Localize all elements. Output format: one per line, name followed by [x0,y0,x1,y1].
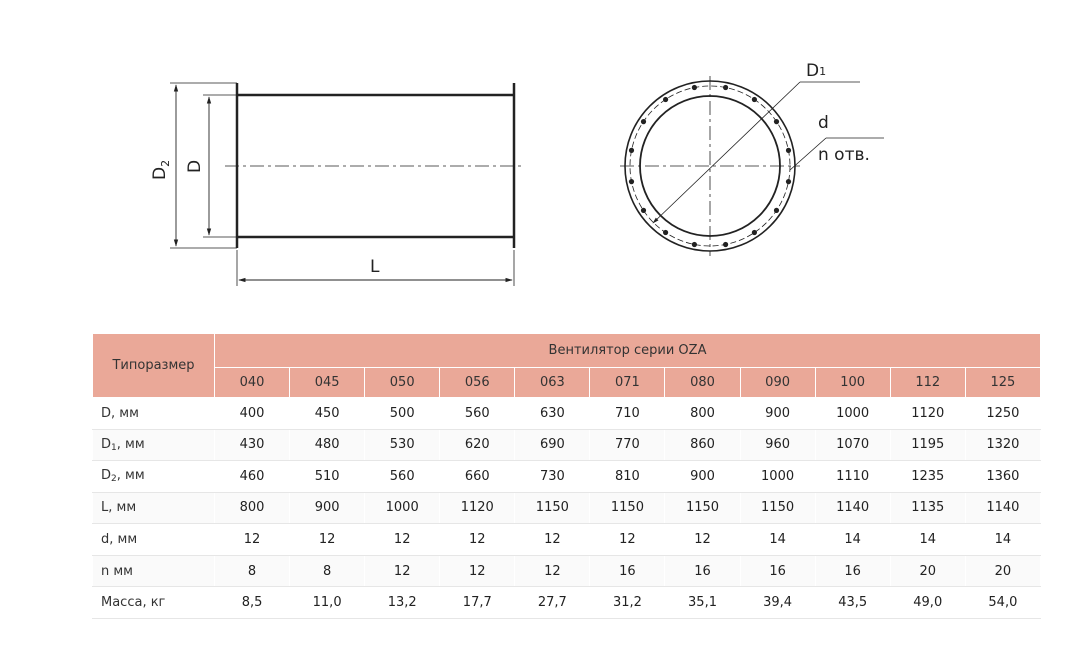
bolt-hole [641,208,646,213]
label-D1: D1 [806,61,827,81]
table-cell: 900 [290,492,365,524]
table-cell: 450 [290,398,365,430]
row-label: L, мм [93,492,215,524]
table-cell: 12 [365,524,440,556]
row-label: Масса, кг [93,587,215,619]
table-cell: 1320 [965,429,1040,461]
bolt-hole [723,85,728,90]
row-label: d, мм [93,524,215,556]
table-cell: 660 [440,461,515,493]
table-cell: 54,0 [965,587,1040,619]
table-cell: 1150 [515,492,590,524]
size-cell: 063 [515,368,590,398]
table-cell: 16 [590,555,665,587]
table-cell: 1140 [965,492,1040,524]
table-cell: 12 [590,524,665,556]
table-cell: 16 [815,555,890,587]
table-cell: 1000 [740,461,815,493]
row-label: D, мм [93,398,215,430]
table-cell: 630 [515,398,590,430]
bolt-hole [774,119,779,124]
table-cell: 960 [740,429,815,461]
table-cell: 770 [590,429,665,461]
table-cell: 1140 [815,492,890,524]
table-cell: 1120 [890,398,965,430]
size-cell: 040 [215,368,290,398]
table-cell: 35,1 [665,587,740,619]
table-cell: 1250 [965,398,1040,430]
front-view [620,76,884,256]
table-cell: 560 [440,398,515,430]
table-cell: 49,0 [890,587,965,619]
size-cell: 112 [890,368,965,398]
table-cell: 12 [665,524,740,556]
table-cell: 560 [365,461,440,493]
size-cell: 080 [665,368,740,398]
table-cell: 1110 [815,461,890,493]
table-row [93,555,1041,587]
table-cell: 1235 [890,461,965,493]
size-cell: 050 [365,368,440,398]
table-row [93,461,1041,493]
table-cell: 510 [290,461,365,493]
table-cell: 12 [215,524,290,556]
table-cell: 11,0 [290,587,365,619]
table-cell: 800 [665,398,740,430]
table-cell: 8,5 [215,587,290,619]
table-cell: 400 [215,398,290,430]
table-cell: 8 [290,555,365,587]
size-cell: 045 [290,368,365,398]
table-cell: 8 [215,555,290,587]
table-cell: 730 [515,461,590,493]
bolt-hole [663,230,668,235]
size-cell: 056 [440,368,515,398]
table-cell: 1150 [740,492,815,524]
bolt-hole [629,148,634,153]
table-cell: 900 [665,461,740,493]
row-label: $D_2$, мм [93,461,215,493]
table-cell: 31,2 [590,587,665,619]
label-D2: $D_2$ [150,159,172,180]
label-n-holes: n отв. [818,145,870,165]
size-cell: 090 [740,368,815,398]
table-cell: 12 [515,555,590,587]
table-cell: 27,7 [515,587,590,619]
bolt-hole [692,242,697,247]
size-header: Типоразмер [93,334,215,398]
label-d: d [818,113,829,133]
label-L: L [370,257,380,277]
table-cell: 620 [440,429,515,461]
row-label: n мм [93,555,215,587]
table-cell: 13,2 [365,587,440,619]
table-cell: 810 [590,461,665,493]
table-cell: 17,7 [440,587,515,619]
bolt-hole [641,119,646,124]
table-cell: 14 [740,524,815,556]
table-cell: 12 [365,555,440,587]
row-label: $D_1$, мм [93,429,215,461]
table-cell: 430 [215,429,290,461]
table-cell: 1150 [590,492,665,524]
table-row [93,524,1041,556]
table-cell: 14 [890,524,965,556]
bolt-hole [774,208,779,213]
bolt-hole [786,179,791,184]
size-cell: 071 [590,368,665,398]
table-row [93,587,1041,619]
series-header: Вентилятор серии OZA [215,334,1041,368]
table-cell: 16 [740,555,815,587]
spec-table [92,333,1041,619]
table-cell: 14 [965,524,1040,556]
table-cell: 460 [215,461,290,493]
table-row [93,398,1041,430]
table-row [93,492,1041,524]
table-cell: 43,5 [815,587,890,619]
bolt-hole [692,85,697,90]
table-cell: 1360 [965,461,1040,493]
table-cell: 1000 [815,398,890,430]
bolt-hole [663,97,668,102]
table-cell: 1195 [890,429,965,461]
table-cell: 12 [515,524,590,556]
label-D: D [185,159,205,173]
table-cell: 1000 [365,492,440,524]
table-cell: 1120 [440,492,515,524]
table-cell: 530 [365,429,440,461]
table-cell: 20 [965,555,1040,587]
table-cell: 12 [440,524,515,556]
table-cell: 14 [815,524,890,556]
bolt-hole [786,148,791,153]
table-cell: 860 [665,429,740,461]
table-cell: 1070 [815,429,890,461]
table-cell: 12 [290,524,365,556]
table-cell: 20 [890,555,965,587]
table-cell: 39,4 [740,587,815,619]
table-cell: 1135 [890,492,965,524]
table-cell: 12 [440,555,515,587]
size-cell: 100 [815,368,890,398]
side-view [170,83,525,286]
table-cell: 710 [590,398,665,430]
table-cell: 16 [665,555,740,587]
table-cell: 500 [365,398,440,430]
bolt-hole [723,242,728,247]
size-cell: 125 [965,368,1040,398]
bolt-hole [752,230,757,235]
table-cell: 900 [740,398,815,430]
bolt-hole [629,179,634,184]
table-row [93,429,1041,461]
table-cell: 1150 [665,492,740,524]
table-cell: 480 [290,429,365,461]
size-row [93,368,1041,398]
table-cell: 690 [515,429,590,461]
bolt-hole [752,97,757,102]
table-cell: 800 [215,492,290,524]
